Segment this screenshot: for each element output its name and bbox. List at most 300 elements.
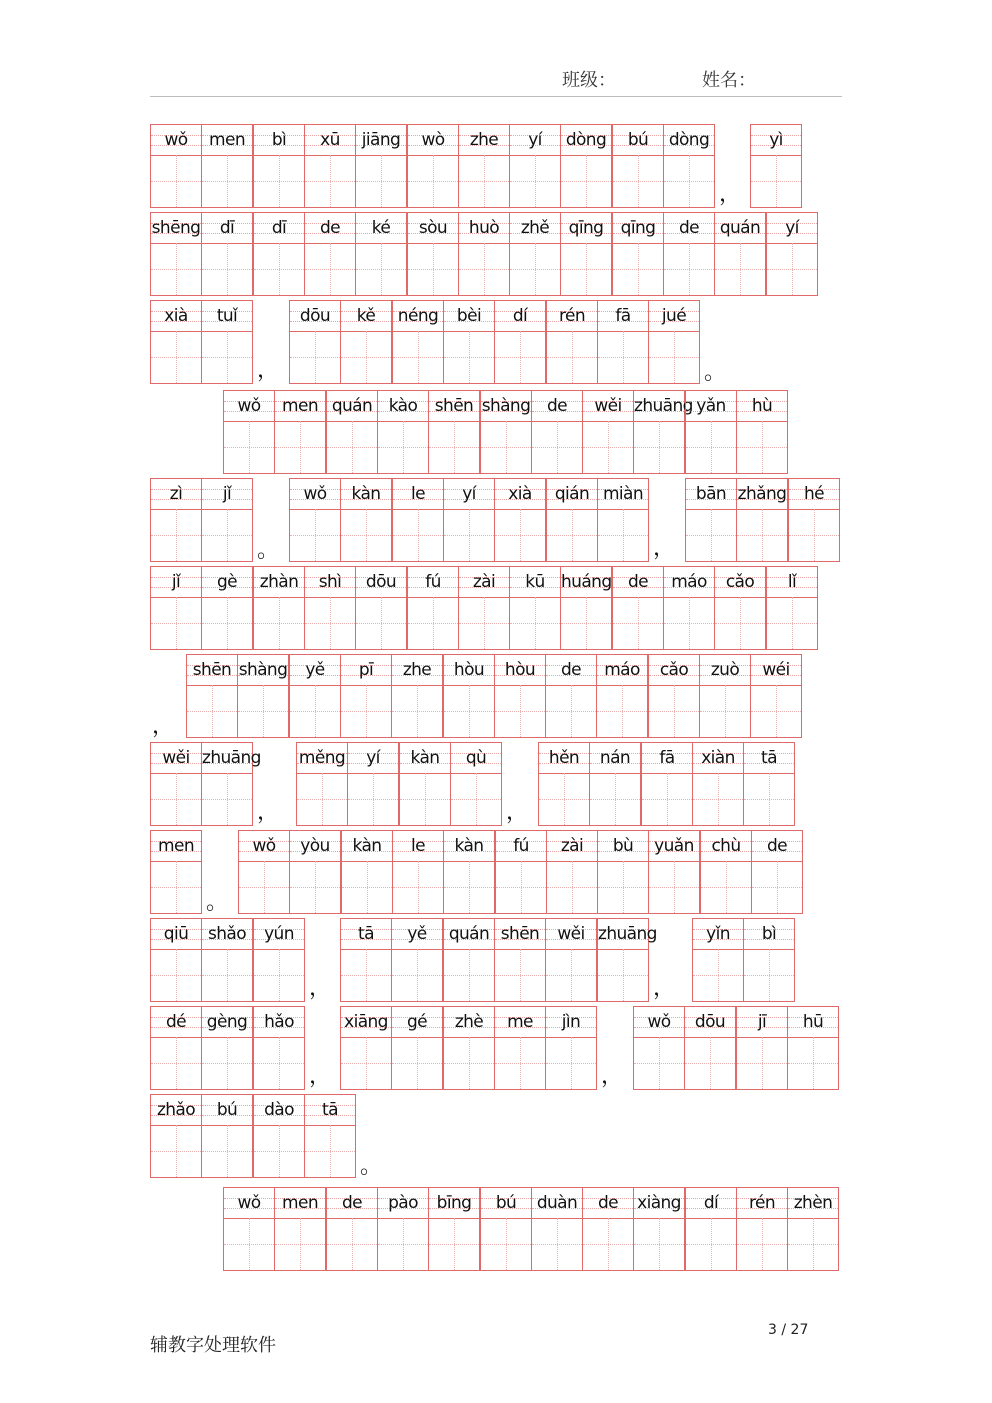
pinyin-syllable: měng [298,748,346,768]
pinyin-syllable: dào [264,1100,294,1120]
writing-cell [392,478,444,562]
grid-vertical-guide [469,331,470,383]
cell-group [150,918,305,1002]
writing-cell [663,566,715,650]
grid-vertical-guide [506,421,507,473]
cell-group [289,300,700,384]
grid-vertical-guide [469,949,470,1001]
pinyin-syllable: huò [468,218,500,238]
footer-software-name: 辅教字处理软件 [150,1335,276,1356]
pinyin-syllable: quán [448,924,490,944]
writing-cell [201,478,253,562]
punctuation-mark: ， [653,976,676,1001]
grid-vertical-guide [212,685,213,737]
pinyin-syllable: kàn [454,836,484,856]
pinyin-syllable: yún [264,924,294,944]
pinyin-syllable: shēng [151,218,201,238]
grid-vertical-guide [279,949,280,1001]
writing-cell [150,300,202,384]
grid-vertical-guide [520,949,521,1001]
writing-cell [684,1006,736,1090]
grid-vertical-guide [279,1037,280,1089]
writing-cell [766,212,818,296]
writing-cell [458,566,510,650]
grid-vertical-guide [608,421,609,473]
cell-group [150,212,818,296]
punctuation-mark: 。 [360,1154,383,1179]
pinyin-syllable: gè [216,572,238,592]
grid-vertical-guide [330,155,331,207]
grid-vertical-guide [263,685,264,737]
grid-vertical-guide [623,861,624,913]
pinyin-syllable: wò [421,130,445,150]
grid-vertical-guide [762,421,763,473]
writing-cell [407,212,459,296]
writing-cell [340,300,392,384]
writing-cell [391,1006,443,1090]
pinyin-syllable: tuǐ [216,306,238,326]
grid-vertical-guide [279,243,280,295]
pinyin-syllable: xiàng [637,1193,681,1213]
pinyin-syllable: huáng [561,572,612,592]
grid-vertical-guide [418,331,419,383]
writing-cell [443,918,495,1002]
pinyin-syllable: sòu [418,218,448,238]
pinyin-syllable: hòu [504,660,536,680]
writing-cell [304,1094,356,1178]
writing-cell [253,1094,305,1178]
grid-vertical-guide [484,155,485,207]
writing-cell [787,1187,839,1271]
writing-cell [289,830,341,914]
grid-vertical-guide [227,1037,228,1089]
punctuation-mark: ， [719,182,742,207]
writing-cell [750,124,802,208]
grid-vertical-guide [300,1218,301,1270]
writing-cell [596,654,648,738]
grid-vertical-guide [674,331,675,383]
grid-vertical-guide [176,949,177,1001]
writing-cell [443,830,495,914]
grid-vertical-guide [433,243,434,295]
writing-cell [546,830,598,914]
writing-cell [458,124,510,208]
punctuation-mark: 。 [206,890,229,915]
pinyin-syllable: wěi [594,396,622,416]
grid-vertical-guide [381,155,382,207]
grid-vertical-guide [520,509,521,561]
pinyin-syllable: xū [320,130,340,150]
pinyin-syllable: máo [671,572,707,592]
grid-vertical-guide [571,685,572,737]
grid-vertical-guide [572,861,573,913]
cell-group [692,918,795,1002]
writing-cell [714,212,766,296]
grid-vertical-guide [608,1218,609,1270]
grid-vertical-guide [249,1218,250,1270]
pinyin-syllable: wǒ [164,130,188,150]
grid-vertical-guide [176,597,177,649]
pinyin-syllable: fā [659,748,675,768]
pinyin-syllable: jué [661,306,687,326]
pinyin-syllable: jī [757,1012,767,1032]
punctuation-mark: ， [653,536,676,561]
cell-group [150,1006,305,1090]
pinyin-syllable: tā [358,924,374,944]
writing-cell [545,1006,597,1090]
writing-cell [612,212,664,296]
grid-vertical-guide [674,861,675,913]
pinyin-syllable: qiū [163,924,189,944]
grid-vertical-guide [623,949,624,1001]
writing-cell [150,566,202,650]
writing-cell [304,212,356,296]
pinyin-syllable: shàng [238,660,288,680]
pinyin-syllable: zài [472,572,496,592]
pinyin-syllable: hū [802,1012,824,1032]
punctuation-mark: 。 [257,538,280,563]
grid-vertical-guide [740,597,741,649]
pinyin-syllable: nán [599,748,631,768]
grid-vertical-guide [315,861,316,913]
pinyin-syllable: máo [604,660,640,680]
writing-cell [340,918,392,1002]
pinyin-syllable: dòng [565,130,607,150]
cell-group [296,742,502,826]
writing-cell [391,918,443,1002]
pinyin-syllable: hòu [453,660,485,680]
writing-cell [253,124,305,208]
writing-cell [150,478,202,562]
pinyin-syllable: fú [513,836,529,856]
grid-vertical-guide [417,1037,418,1089]
writing-cell [509,212,561,296]
writing-cell [274,1187,326,1271]
grid-vertical-guide [571,949,572,1001]
pinyin-syllable: yě [305,660,325,680]
pinyin-syllable: dōu [365,572,397,592]
pinyin-syllable: pī [358,660,374,680]
grid-vertical-guide [521,861,522,913]
writing-cell [289,654,341,738]
writing-cell [458,212,510,296]
writing-cell [407,566,459,650]
writing-cell [582,1187,634,1271]
writing-cell [495,830,547,914]
grid-vertical-guide [520,1037,521,1089]
writing-cell [692,742,744,826]
pinyin-syllable: de [319,218,341,238]
writing-cell [150,124,202,208]
writing-cell [392,300,444,384]
writing-cell [201,1006,253,1090]
pinyin-syllable: de [341,1193,363,1213]
writing-cell [443,300,495,384]
pinyin-syllable: chù [711,836,741,856]
grid-vertical-guide [769,773,770,825]
writing-cell [289,478,341,562]
writing-cell [253,212,305,296]
header-divider [150,96,842,97]
pinyin-syllable: duàn [536,1193,578,1213]
grid-vertical-guide [476,773,477,825]
pinyin-syllable: dí [512,306,528,326]
cell-group [223,1187,839,1271]
cell-group [340,1006,597,1090]
pinyin-syllable: quán [331,396,373,416]
cell-group [150,566,818,650]
grid-vertical-guide [330,1125,331,1177]
grid-vertical-guide [469,685,470,737]
pinyin-syllable: quán [719,218,761,238]
writing-cell [237,654,289,738]
writing-cell [531,1187,583,1271]
grid-vertical-guide [711,1218,712,1270]
writing-cell [597,300,649,384]
grid-vertical-guide [814,509,815,561]
writing-cell [340,478,392,562]
grid-vertical-guide [176,243,177,295]
grid-vertical-guide [417,685,418,737]
grid-vertical-guide [249,421,250,473]
writing-cell [150,830,202,914]
writing-cell [377,390,429,474]
grid-vertical-guide [622,685,623,737]
writing-cell [788,478,840,562]
grid-vertical-guide [227,155,228,207]
pinyin-syllable: de [546,396,568,416]
writing-cell [494,478,546,562]
cell-group [150,300,253,384]
writing-cell [428,1187,480,1271]
pinyin-syllable: shàng [481,396,531,416]
pinyin-syllable: zhàn [259,572,299,592]
grid-vertical-guide [352,421,353,473]
writing-cell [736,1006,788,1090]
writing-cell [743,742,795,826]
pinyin-syllable: wěi [557,924,585,944]
pinyin-syllable: zhuāng [598,924,657,944]
punctuation-mark: ， [257,358,280,383]
writing-cell [612,124,664,208]
grid-vertical-guide [366,509,367,561]
pinyin-syllable: zhuāng [202,748,261,768]
pinyin-syllable: gé [406,1012,428,1032]
pinyin-syllable: fú [425,572,441,592]
grid-vertical-guide [674,685,675,737]
grid-vertical-guide [586,243,587,295]
pinyin-syllable: zhǎng [737,484,787,504]
pinyin-syllable: wěi [162,748,190,768]
punctuation-mark: 。 [704,360,727,385]
grid-vertical-guide [469,1037,470,1089]
pinyin-syllable: wǒ [237,1193,261,1213]
pinyin-syllable: yě [407,924,427,944]
writing-cell [546,478,598,562]
pinyin-syllable: zhǎo [156,1100,196,1120]
pinyin-syllable: qīng [620,218,656,238]
grid-vertical-guide [813,1218,814,1270]
writing-cell [736,1187,788,1271]
writing-cell [304,566,356,650]
pinyin-syllable: kàn [351,484,381,504]
pinyin-syllable: bīng [436,1193,472,1213]
pinyin-syllable: kě [356,306,376,326]
cell-group [150,124,715,208]
grid-vertical-guide [279,1125,280,1177]
pinyin-syllable: bù [612,836,634,856]
page-total: 27 [790,1322,809,1338]
cell-group [750,124,802,208]
writing-cell [612,566,664,650]
grid-vertical-guide [776,155,777,207]
writing-cell [347,742,399,826]
pinyin-syllable: zhe [469,130,499,150]
writing-cell [340,1006,392,1090]
pinyin-syllable: de [678,218,700,238]
pinyin-syllable: de [627,572,649,592]
writing-cell [326,1187,378,1271]
grid-vertical-guide [571,1037,572,1089]
pinyin-syllable: dé [165,1012,187,1032]
writing-cell [450,742,502,826]
grid-vertical-guide [689,155,690,207]
grid-vertical-guide [718,949,719,1001]
writing-cell [201,300,253,384]
writing-cell [304,124,356,208]
grid-vertical-guide [740,243,741,295]
cell-group [538,742,795,826]
grid-vertical-guide [454,1218,455,1270]
pinyin-syllable: hěn [548,748,580,768]
grid-vertical-guide [623,331,624,383]
grid-vertical-guide [315,685,316,737]
pinyin-syllable: wéi [762,660,790,680]
pinyin-syllable: bú [216,1100,238,1120]
cell-group [150,830,202,914]
cell-group [186,654,802,738]
writing-cell [597,918,657,1002]
pinyin-syllable: wǒ [252,836,276,856]
pinyin-syllable: yí [462,484,476,504]
page-separator: / [781,1322,787,1338]
writing-cell [443,478,495,562]
grid-vertical-guide [227,949,228,1001]
writing-cell [538,742,590,826]
class-label: 班级： [562,70,616,91]
pinyin-syllable: zuò [710,660,740,680]
writing-cell [714,566,766,650]
writing-cell [274,390,326,474]
grid-vertical-guide [418,509,419,561]
writing-cell [150,918,202,1002]
grid-vertical-guide [484,597,485,649]
pinyin-syllable: qù [465,748,487,768]
writing-cell [736,390,788,474]
pinyin-syllable: qīng [568,218,604,238]
pinyin-syllable: kàn [410,748,440,768]
pinyin-syllable: bì [271,130,287,150]
grid-vertical-guide [535,155,536,207]
grid-vertical-guide [564,773,565,825]
pinyin-syllable: cǎo [725,572,755,592]
grid-vertical-guide [373,773,374,825]
grid-vertical-guide [403,1218,404,1270]
writing-cell [509,566,561,650]
writing-cell [751,830,803,914]
pinyin-syllable: shēn [434,396,474,416]
writing-cell [494,300,546,384]
pinyin-syllable: qián [554,484,590,504]
writing-cell [296,742,348,826]
writing-cell [545,918,597,1002]
pinyin-syllable: hé [803,484,825,504]
writing-cell [326,390,378,474]
grid-vertical-guide [726,861,727,913]
pinyin-syllable: jǐ [222,484,232,504]
pinyin-syllable: bān [695,484,727,504]
grid-vertical-guide [484,243,485,295]
writing-cell [355,212,407,296]
grid-vertical-guide [322,773,323,825]
grid-vertical-guide [367,861,368,913]
grid-vertical-guide [227,597,228,649]
grid-vertical-guide [792,243,793,295]
grid-vertical-guide [557,1218,558,1270]
pinyin-syllable: gèng [206,1012,248,1032]
pinyin-syllable: jǐ [171,572,181,592]
pinyin-syllable: dòng [668,130,710,150]
pinyin-syllable: xià [508,484,532,504]
writing-cell [648,300,700,384]
grid-vertical-guide [711,421,712,473]
punctuation-mark: ， [309,976,332,1001]
pinyin-syllable: dī [271,218,287,238]
grid-vertical-guide [557,421,558,473]
pinyin-syllable: wǒ [647,1012,671,1032]
page-number [768,1322,808,1338]
name-label: 姓名： [702,70,756,91]
pinyin-syllable: néng [397,306,439,326]
pinyin-syllable: tā [322,1100,338,1120]
grid-vertical-guide [776,685,777,737]
cell-group [685,478,840,562]
pinyin-syllable: yuǎn [654,836,694,856]
writing-cell [494,1006,546,1090]
grid-vertical-guide [689,243,690,295]
pinyin-syllable: rén [748,1193,776,1213]
grid-vertical-guide [227,331,228,383]
writing-cell [238,830,290,914]
writing-cell [150,742,202,826]
pinyin-syllable: yòu [300,836,330,856]
cell-group [340,918,657,1002]
grid-vertical-guide [176,509,177,561]
grid-vertical-guide [366,1037,367,1089]
grid-vertical-guide [535,243,536,295]
writing-cell [494,918,546,1002]
pinyin-syllable: hù [751,396,773,416]
grid-vertical-guide [366,949,367,1001]
writing-cell [201,566,253,650]
writing-cell [560,566,612,650]
writing-cell [597,478,649,562]
pinyin-syllable: dí [703,1193,719,1213]
grid-vertical-guide [792,597,793,649]
writing-cell [443,1006,495,1090]
pinyin-syllable: kàn [352,836,382,856]
writing-cell [663,124,715,208]
